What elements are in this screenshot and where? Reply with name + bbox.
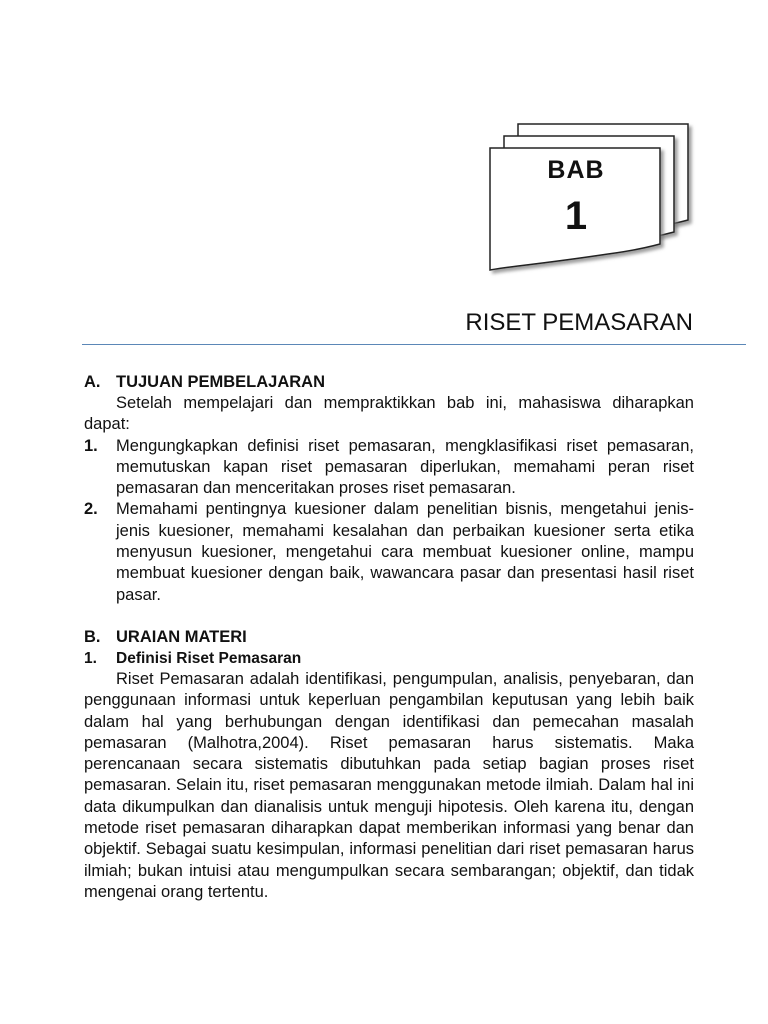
subsection-title: Definisi Riset Pemasaran <box>116 649 302 667</box>
list-item <box>84 499 694 605</box>
list-item-text: Mengungkapkan definisi riset pemasaran, mengklasifikasi riset pemasaran, memutuskan kapan riset pemasaran diperlukan, memahami peran riset pemasaran dan menceritakan proses riset pemasaran. <box>116 436 694 498</box>
chapter-title: RISET PEMASARAN <box>465 309 693 336</box>
title-divider <box>82 344 746 345</box>
chapter-number: 1 <box>564 194 588 238</box>
section-b-letter: B. <box>84 627 101 646</box>
section-a-heading <box>84 372 694 393</box>
list-item-text: Memahami pentingnya kuesioner dalam penelitian bisnis, mengetahui jenis-jenis kuesioner, memahami kesalahan dan perbaikan kuesioner serta etika menyusun kuesioner, mengetahui cara membuat kuesioner online, mampu membuat kuesioner dengan baik, wawancara pasar dan presentasi hasil riset pasar. <box>116 500 694 604</box>
chapter-badge <box>486 118 696 278</box>
document-body <box>84 372 694 903</box>
section-b-heading <box>84 627 694 648</box>
subsection-heading <box>84 648 694 669</box>
list-item-number: 2. <box>84 500 98 519</box>
subsection-body: Riset Pemasaran adalah identifikasi, pengumpulan, analisis, penyebaran, dan penggunaan informasi untuk keperluan pengambilan keputusan yang lebih baik dalam hal yang berhubungan dengan identifikasi dan pemecahan masalah pemasaran (Malhotra,2004). Riset pemasaran harus sistematis. Maka perencanaan secara sistematis dibutuhkan pada setiap bagian proses riset pemasaran. Selain itu, riset pemasaran menggunakan metode ilmiah. Dalam hal ini data dikumpulkan dan dianalisis untuk menguji hipotesis. Oleh karena itu, dengan metode riset pemasaran diharapkan dapat memberikan informasi yang benar dan objektif. Sebagai suatu kesimpulan, informasi penelitian dari riset pemasaran harus ilmiah; bukan intuisi atau mengumpulkan secara sembarangan; objektif, dan tidak mengenai orang tertentu. <box>84 669 694 901</box>
list-item-number: 1. <box>84 436 98 455</box>
section-a-intro: Setelah mempelajari dan mempraktikkan bab ini, mahasiswa diharapkan dapat: <box>84 394 694 434</box>
list-item <box>84 436 694 500</box>
section-a-letter: A. <box>84 373 101 391</box>
section-b-title: URAIAN MATERI <box>116 627 247 646</box>
section-a-title: TUJUAN PEMBELAJARAN <box>116 373 326 391</box>
subsection-number: 1. <box>84 649 97 667</box>
chapter-label: BAB <box>547 156 605 184</box>
